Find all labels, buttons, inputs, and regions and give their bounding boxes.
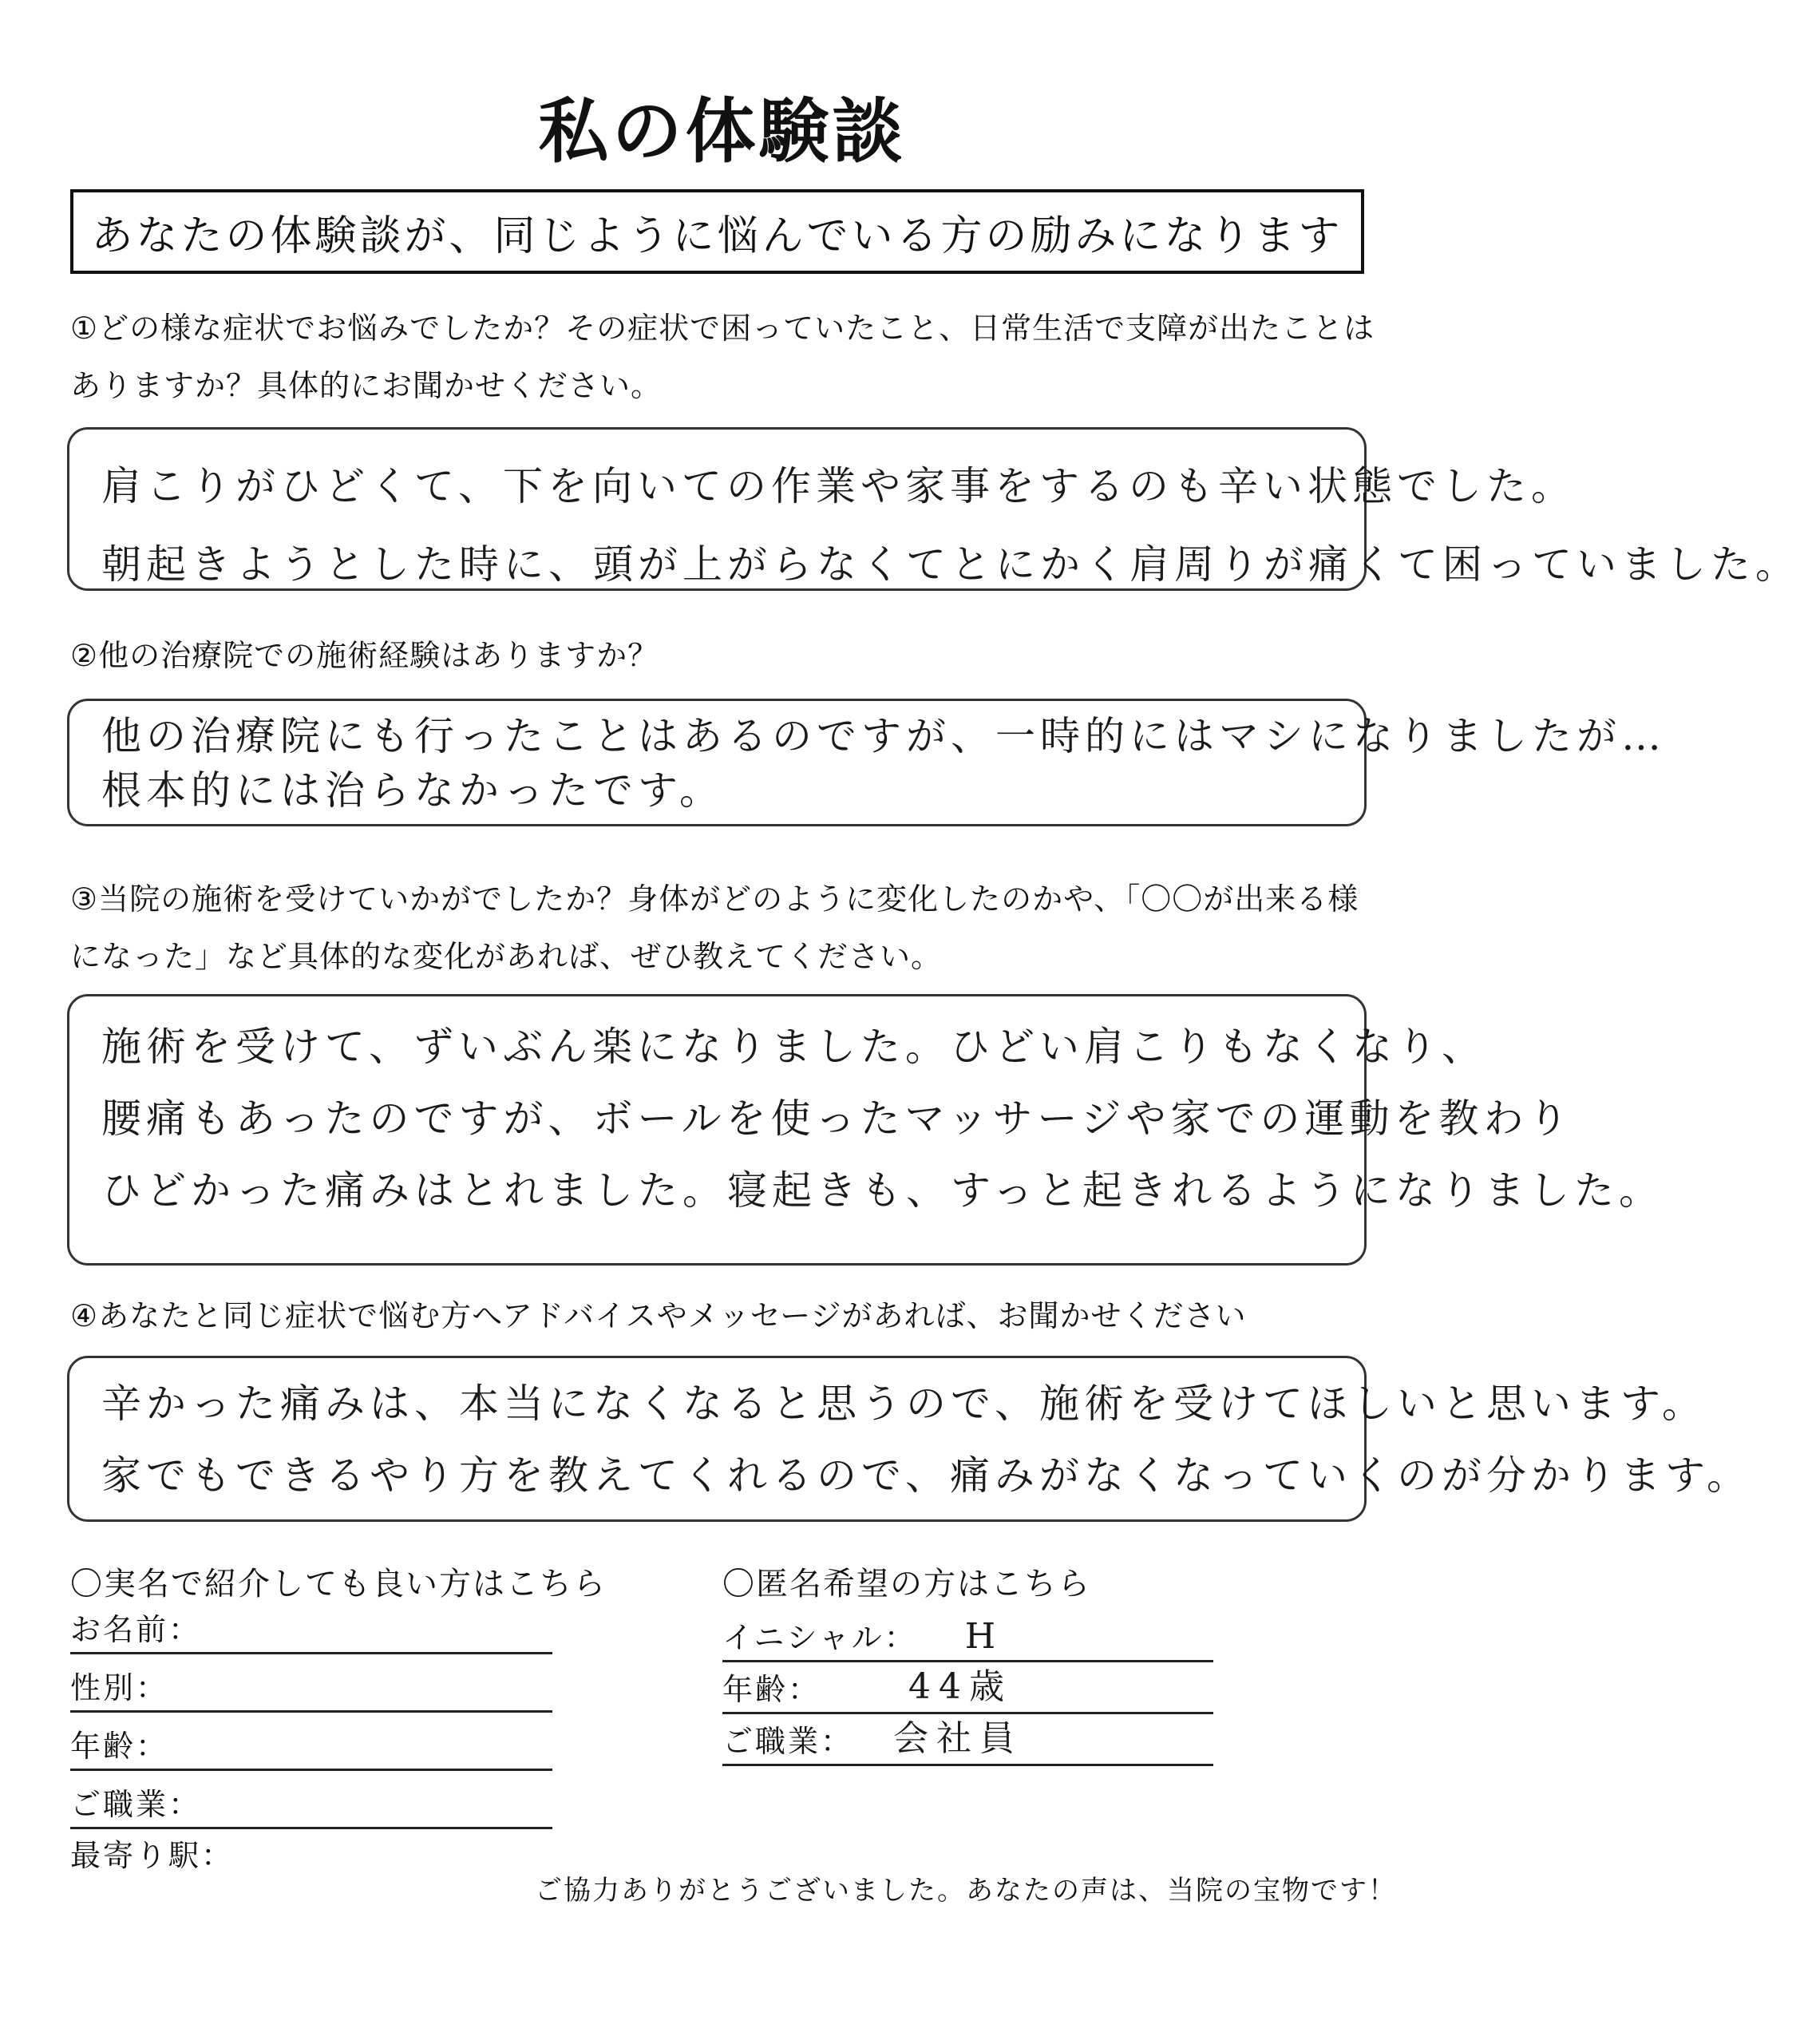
- answer-box-3: [67, 994, 1664, 1266]
- initial-value: H: [964, 1616, 1004, 1657]
- answer-3-line-2: 腰痛もあったのですが、ボールを使ったマッサージや家での運動を教わり: [101, 1095, 1573, 1142]
- question-4: ④あなたと同じ症状で悩む方へアドバイスやメッセージがあれば、お聞かせください: [70, 1298, 1247, 1333]
- subtitle-banner: [70, 189, 1364, 274]
- anon-age-label: 年齢：: [722, 1672, 821, 1707]
- real-name-heading: 〇実名で紹介しても良い方はこちら: [70, 1566, 607, 1602]
- nearest-station-field[interactable]: [70, 1828, 552, 1878]
- answer-2-line-1: 他の治療院にも行ったことはあるのですが、一時的にはマシになりましたが…: [101, 713, 1666, 759]
- question-3: ③当院の施術を受けていかがでしたか？身体がどのように変化したのかや、「〇〇が出来る様になった」など具体的な変化があれば、ぜひ教えてください。: [70, 881, 1359, 974]
- answer-1-line-2: 朝起きようとした時に、頭が上がらなくてとにかく肩周りが痛くて困っていました。: [101, 541, 1800, 588]
- answer-4-line-2: 家でもできるやり方を教えてくれるので、痛みがなくなっていくのが分かります。: [101, 1452, 1751, 1499]
- real-occupation-label: ご職業：: [70, 1787, 202, 1822]
- anon-occupation-label: ご職業：: [722, 1724, 854, 1759]
- name-label: お名前：: [70, 1612, 202, 1647]
- subtitle-text: あなたの体験談が、同じように悩んでいる方の励みになります: [91, 212, 1343, 260]
- initial-field[interactable]: [722, 1613, 1213, 1662]
- anon-age-value: 44歳: [908, 1666, 1013, 1707]
- initial-label: イニシャル：: [722, 1620, 917, 1655]
- real-name-field[interactable]: [70, 1605, 552, 1654]
- answer-1-line-1: 肩こりがひどくて、下を向いての作業や家事をするのも辛い状態でした。: [101, 463, 1576, 509]
- answer-3-line-1: 施術を受けて、ずいぶん楽になりました。ひどい肩こりもなくなり、: [101, 1024, 1486, 1070]
- nearest-station-label: 最寄り駅：: [70, 1838, 235, 1873]
- anon-occupation-value: 会社員: [893, 1718, 1023, 1759]
- anon-age-field[interactable]: [722, 1665, 1213, 1714]
- thank-you-footer: ご協力ありがとうございました。あなたの声は、当院の宝物です！: [535, 1875, 1397, 1907]
- answer-4-line-1: 辛かった痛みは、本当になくなると思うので、施術を受けてほしいと思います。: [101, 1380, 1707, 1427]
- question-2: ②他の治療院での施術経験はありますか？: [70, 638, 659, 673]
- real-age-label: 年齢：: [70, 1729, 169, 1764]
- answer-box-4: [67, 1356, 1751, 1522]
- gender-label: 性別：: [70, 1670, 169, 1705]
- real-age-field[interactable]: [70, 1721, 552, 1771]
- real-occupation-field[interactable]: [70, 1780, 552, 1829]
- question-1: ①どの様な症状でお悩みでしたか？その症状で困っていたこと、日常生活で支障が出たことはありますか？具体的にお聞かせください。: [70, 311, 1375, 403]
- anon-occupation-field[interactable]: [722, 1717, 1213, 1766]
- page-title: 私の体験談: [538, 90, 906, 172]
- answer-box-1: [67, 427, 1800, 591]
- gender-field[interactable]: [70, 1663, 552, 1713]
- answer-3-line-3: ひどかった痛みはとれました。寝起きも、すっと起きれるようになりました。: [101, 1167, 1664, 1214]
- answer-box-2: [67, 699, 1666, 826]
- answer-2-line-2: 根本的には治らなかったです。: [101, 767, 724, 814]
- anonymous-heading: 〇匿名希望の方はこちら: [722, 1566, 1091, 1602]
